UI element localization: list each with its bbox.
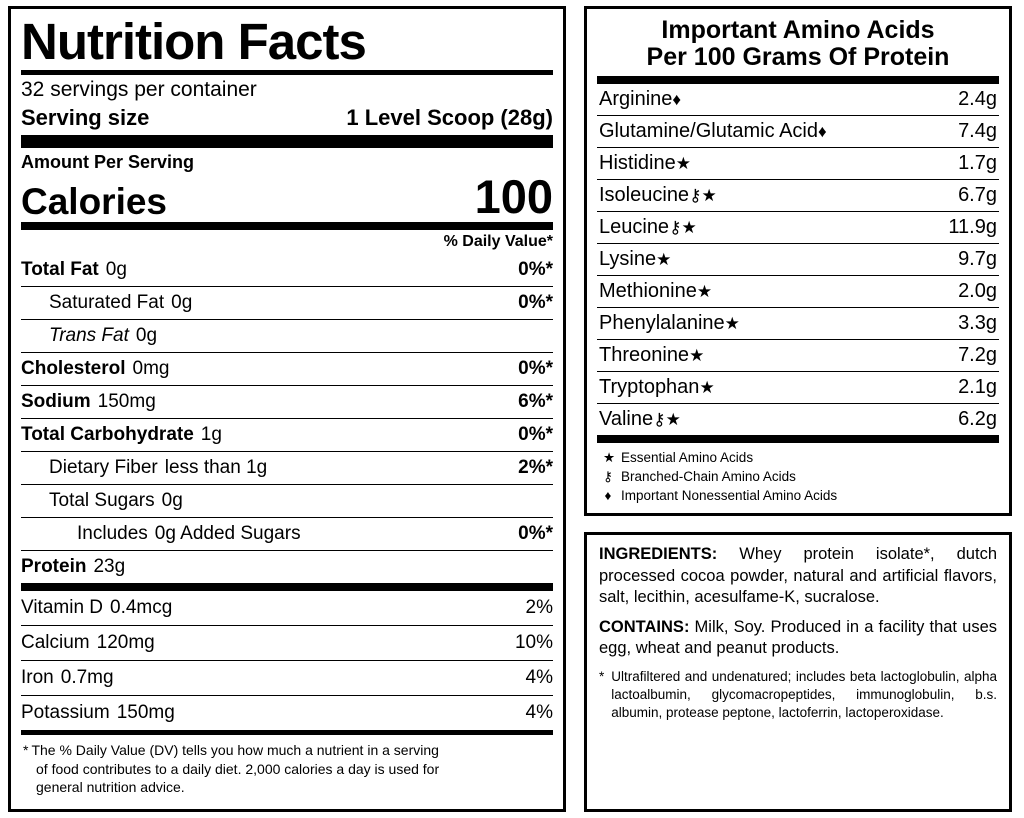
ingredients-label: INGREDIENTS: [599,545,718,564]
amino-acid-name: Threonine★ [599,344,705,366]
amino-acid-value: 9.7g [958,248,997,270]
amino-acid-name: Phenylalanine★ [599,312,740,334]
nutrient-amount: 0g [135,325,158,347]
amino-acid-value: 2.0g [958,280,997,302]
amino-acids-panel [584,6,1012,516]
nutrient-row [21,319,553,352]
footnote-line-3: general nutrition advice. [36,778,185,795]
nutrient-name: Dietary Fiber [49,457,158,479]
serving-size-label: Serving size [21,105,150,131]
nutrient-name: Protein [21,556,87,578]
nutrient-amount: 0g Added Sugars [154,523,301,545]
amino-acid-marks: ♦ [672,90,682,109]
nutrient-name: Sodium [21,391,91,413]
amino-acid-marks: ★ [656,250,672,269]
amino-acid-row [597,404,999,435]
amino-acid-name: Arginine♦ [599,88,682,110]
vitamin-row [21,695,553,730]
amino-acid-value: 3.3g [958,312,997,334]
amino-acid-marks: ★ [689,346,705,365]
divider-serving [21,135,553,148]
nutrient-daily-value: 0%* [518,259,553,281]
amino-acid-rows [597,84,999,435]
nutrition-facts-panel [8,6,566,812]
nutrient-row [21,352,553,385]
calories-row [21,170,553,224]
amino-acid-marks: ★ [675,154,691,173]
footnote [21,735,553,796]
vitamin-amount: 0.7mg [60,667,114,689]
nutrient-amount: less than 1g [164,457,268,479]
vitamin-amount: 120mg [96,632,155,654]
amino-title-line-2: Per 100 Grams Of Protein [646,43,950,71]
nutrient-name: Total Fat [21,259,99,281]
ingredients-footnote-symbol: * [599,669,605,685]
amino-acid-value: 2.4g [958,88,997,110]
contains-text: Milk, Soy. Produced in a facility that uses egg, wheat and peanut products. [599,617,997,657]
legend-item [603,467,997,486]
legend-symbol: ♦ [604,488,612,504]
amount-per-serving-label: Amount Per Serving [21,152,195,173]
divider-amino-title [597,76,999,84]
amino-acid-row [597,308,999,340]
amino-acid-value: 11.9g [948,216,997,238]
amino-acid-value: 6.7g [958,184,997,206]
legend-text: Branched-Chain Amino Acids [621,469,796,485]
vitamin-name: Iron [21,667,54,689]
ingredients-panel [584,532,1012,812]
amino-acid-row [597,276,999,308]
amino-acid-name: Tryptophan★ [599,376,715,398]
footnote-line-1: The % Daily Value (DV) tells you how much a nutrient in a serving [31,742,439,759]
amino-acid-name: Histidine★ [599,152,691,174]
amino-acid-marks: ★ [724,314,740,333]
nutrient-daily-value: 0%* [518,292,553,314]
nutrient-row [21,550,553,583]
nutrient-daily-value: 0%* [518,358,553,380]
amino-acid-name: Glutamine/Glutamic Acid♦ [599,120,827,142]
amino-acid-row [597,180,999,212]
amino-acid-value: 2.1g [958,376,997,398]
amino-acid-name: Methionine★ [599,280,713,302]
amino-title-line-1: Important Amino Acids [661,16,935,44]
vitamin-row [21,591,553,625]
ingredients-footnote [599,668,997,723]
amino-acid-marks: ⚷★ [653,410,681,429]
amino-acid-row [597,148,999,180]
nutrient-row [21,517,553,550]
amino-acid-value: 7.2g [958,344,997,366]
calories-value: 100 [474,170,553,224]
amino-acid-marks: ♦ [817,122,827,141]
amino-acid-row [597,340,999,372]
ingredients-text: Whey protein isolate*, dutch processed cocoa powder, natural and artificial flavors, salt, lecithin, acesulfame-K, sucralose. [599,545,997,606]
servings-per-container: 32 servings per container [21,78,257,102]
divider-calories [21,222,553,230]
footnote-star: * [23,742,29,759]
amino-acid-marks: ★ [699,378,715,397]
amino-acid-value: 7.4g [958,120,997,142]
legend-text: Important Nonessential Amino Acids [621,488,838,504]
nutrient-name: Total Sugars [49,490,155,512]
vitamin-amount: 0.4mcg [110,597,173,619]
nutrient-daily-value: 6%* [518,391,553,413]
legend-symbol: ⚷ [603,469,613,485]
amino-acid-name: Valine⚷★ [599,408,681,430]
amino-acid-name: Lysine★ [599,248,672,270]
nutrient-row [21,451,553,484]
vitamin-name: Potassium [21,702,110,724]
vitamin-daily-value: 2% [525,597,553,619]
amino-acid-row [597,116,999,148]
nutrient-amount: 0g [161,490,183,512]
amino-acid-marks: ⚷★ [689,186,717,205]
nutrient-row [21,254,553,286]
nutrient-amount: 0g [171,292,193,314]
divider-amino-legend [597,435,999,443]
amino-acid-name: Leucine⚷★ [599,216,697,238]
vitamin-name: Vitamin D [21,597,104,619]
amino-acid-value: 1.7g [958,152,997,174]
amino-acid-marks: ★ [696,282,713,301]
nutrient-name: Total Carbohydrate [21,424,194,446]
nutrient-name: Includes [77,523,148,545]
nutrient-amount: 0g [105,259,127,281]
nutrient-row [21,484,553,517]
nutrient-daily-value: 2%* [518,457,553,479]
amino-acid-row [597,212,999,244]
legend-text: Essential Amino Acids [621,450,754,465]
ingredients-footnote-text: Ultrafiltered and undenatured; includes beta lactoglobulin, alpha lactoalbumin, glycomacropeptides, immunoglobulin, b.s. albumin, protease peptone, lactoferrin, lactoperoxidase. [611,669,997,721]
nutrient-daily-value: 0%* [518,523,553,545]
contains-paragraph [599,617,997,659]
nutrient-amount: 150mg [97,391,156,413]
vitamin-row [21,625,553,660]
amino-acid-row [597,244,999,276]
vitamin-row [21,660,553,695]
legend-item [603,486,997,505]
nutrient-daily-value: 0%* [518,424,553,446]
right-column [584,6,1012,812]
divider-vitamins [21,583,553,591]
amino-acid-marks: ⚷★ [669,218,697,237]
nutrient-name: Saturated Fat [49,292,165,314]
nutrient-amount: 1g [200,424,222,446]
serving-size-value: 1 Level Scoop (28g) [346,105,553,131]
amino-acid-row [597,372,999,404]
amino-acid-legend [597,443,999,505]
amino-acids-title [597,15,999,76]
nutrition-facts-title: Nutrition Facts [21,13,366,70]
vitamin-amount: 150mg [116,702,175,724]
daily-value-header: % Daily Value* [443,233,553,251]
vitamin-daily-value: 4% [525,702,553,724]
amino-acid-name: Isoleucine⚷★ [599,184,717,206]
contains-label: CONTAINS: [599,617,690,636]
legend-symbol: ★ [603,450,616,465]
nutrient-rows [21,254,553,583]
amino-acid-row [597,84,999,116]
nutrient-amount: 0mg [132,358,170,380]
serving-size-row [21,104,553,135]
nutrient-amount: 23g [93,556,126,578]
footnote-line-2: of food contributes to a daily diet. 2,000 calories a day is used for [36,760,440,777]
nutrient-row [21,385,553,418]
ingredients-paragraph [599,544,997,607]
nutrient-name: Cholesterol [21,358,126,380]
vitamin-name: Calcium [21,632,90,654]
nutrient-row [21,286,553,319]
calories-label: Calories [21,181,168,223]
vitamin-daily-value: 4% [525,667,553,689]
vitamin-rows [21,591,553,730]
nutrient-row [21,418,553,451]
vitamin-daily-value: 10% [514,632,553,654]
nutrient-name: Trans Fat [49,325,129,347]
legend-item [603,448,997,467]
amino-acid-value: 6.2g [958,408,997,430]
